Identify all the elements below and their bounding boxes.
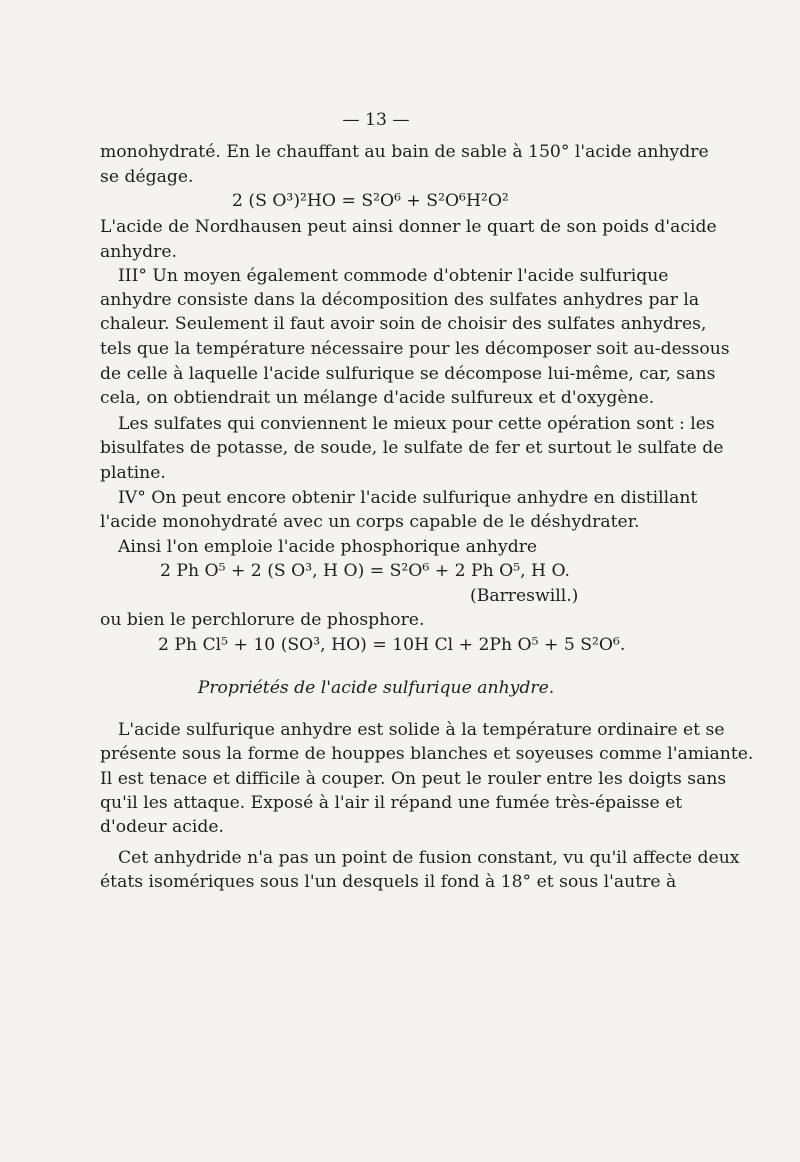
text-line: tels que la température nécessaire pour les décomposer soit au-dessous — [100, 339, 730, 359]
text-line: monohydraté. En le chauffant au bain de sable à 150° l'acide anhydre — [100, 142, 709, 162]
text-line: ou bien le perchlorure de phosphore. — [100, 610, 425, 630]
text-line: bisulfates de potasse, de soude, le sulfate de fer et surtout le sulfate de — [100, 438, 724, 458]
text-line: Il est tenace et difficile à couper. On peut le rouler entre les doigts sans — [100, 769, 727, 789]
equation-line: 2 (S O³)²HO = S²O⁶ + S²O⁶H²O² — [232, 191, 509, 211]
text-line: d'odeur acide. — [100, 817, 225, 837]
page-number: — 13 — — [342, 110, 410, 130]
text-line: états isomériques sous l'un desquels il fond à 18° et sous l'autre à — [100, 872, 677, 892]
text-line: Les sulfates qui conviennent le mieux pour cette opération sont : les — [118, 414, 715, 434]
equation-line: 2 Ph O⁵ + 2 (S O³, H O) = S²O⁶ + 2 Ph O⁵, H O. — [160, 561, 571, 581]
text-line: Cet anhydride n'a pas un point de fusion constant, vu qu'il affecte deux — [118, 848, 740, 868]
text-line: qu'il les attaque. Exposé à l'air il répand une fumée très-épaisse et — [100, 793, 683, 813]
text-line: de celle à laquelle l'acide sulfurique se décompose lui-même, car, sans — [100, 364, 716, 384]
text-line: Ainsi l'on emploie l'acide phosphorique anhydre — [118, 537, 538, 557]
text-line: III° Un moyen également commode d'obtenir l'acide sulfurique — [118, 266, 669, 286]
text-line: IV° On peut encore obtenir l'acide sulfurique anhydre en distillant — [118, 488, 698, 508]
text-line: présente sous la forme de houppes blanches et soyeuses comme l'amiante. — [100, 744, 754, 764]
text-line: se dégage. — [100, 167, 194, 187]
section-heading: Propriétés de l'acide sulfurique anhydre. — [197, 678, 555, 698]
equation-line: 2 Ph Cl⁵ + 10 (SO³, HO) = 10H Cl + 2Ph O⁵ + 5 S²O⁶. — [158, 635, 626, 655]
text-line: L'acide sulfurique anhydre est solide à la température ordinaire et se — [118, 720, 725, 740]
text-line: platine. — [100, 463, 166, 483]
text-line: cela, on obtiendrait un mélange d'acide sulfureux et d'oxygène. — [100, 388, 655, 408]
text-line: anhydre. — [100, 242, 177, 262]
text-line: chaleur. Seulement il faut avoir soin de choisir des sulfates anhydres, — [100, 314, 707, 334]
text-line: L'acide de Nordhausen peut ainsi donner le quart de son poids d'acide — [100, 217, 717, 237]
text-line: l'acide monohydraté avec un corps capable de le déshydrater. — [100, 512, 640, 532]
citation: (Barreswill.) — [470, 586, 579, 606]
text-line: anhydre consiste dans la décomposition des sulfates anhydres par la — [100, 290, 700, 310]
